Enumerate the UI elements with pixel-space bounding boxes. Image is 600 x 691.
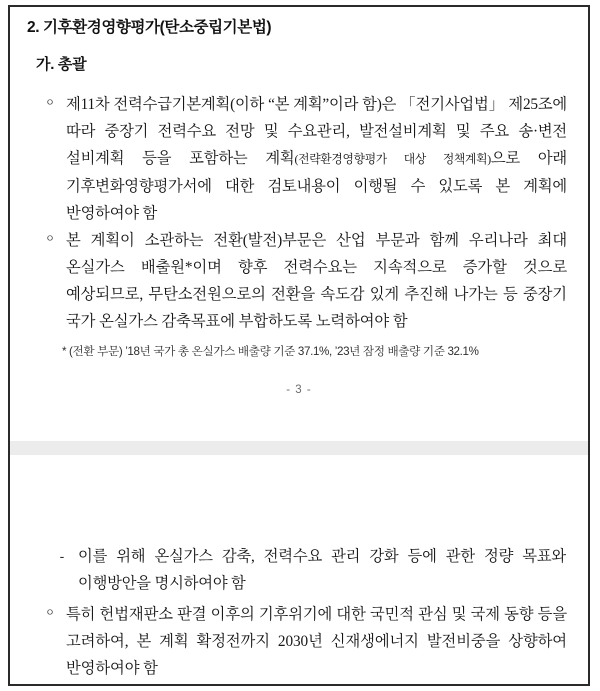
circle-bullet-icon: ㅇ <box>45 98 55 109</box>
page-separator <box>8 441 590 455</box>
paragraph-lead: 제11차 전력수급기본계획(이하 “본 계획”이라 함)은 「전기사업법」 제25조에 따라 중장기 전력수요 전망 및 수요관리, 발전설비계획 및 주요 송·변전 설비계획 등을 포함하는 계획 <box>66 96 567 167</box>
list-item-text: 특히 헌법재판소 판결 이후의 기후위기에 대한 국민적 관심 및 국제 동향 등을 고려하여, 본 계획 확정전까지 2030년 신재생에너지 발전비중을 상향하여 반영하여야 함 <box>66 606 567 677</box>
paragraph-inline-note: (전략환경영향평가 대상 정책계획) <box>294 152 491 166</box>
list-item <box>42 91 567 227</box>
list-item <box>42 227 567 335</box>
document-page-1 <box>8 5 590 441</box>
list-item-text: 본 계획이 소관하는 전환(발전)부문은 산업 부문과 함께 우리나라 최대 온실가스 배출원*이며 향후 전력수요는 지속적으로 증가할 것으로 예상되므로, 무탄소전원으로의 전환을 속도감 있게 추진해 나가는 등 중장기 국가 온실가스 감축목표에 부합하도록 노력하여야 함 <box>66 232 567 330</box>
list-item <box>54 543 566 597</box>
page-title: 2. 기후환경영향평가(탄소중립기본법) <box>27 19 272 36</box>
list-item <box>42 601 567 682</box>
page-number: - 3 - <box>286 384 312 396</box>
circle-bullet-icon: ㅇ <box>45 234 55 245</box>
dash-bullet-icon: - <box>59 548 65 564</box>
paragraph-tail: 으로 아래 기후변화영향평가서에 대한 검토내용이 이행될 수 있도록 본 계획에 반영하여야 함 <box>66 150 568 222</box>
document-page-2 <box>8 455 590 686</box>
footnote-text: * (전환 부문) ’18년 국가 총 온실가스 배출량 기준 37.1%, ’23년 잠정 배출량 기준 32.1% <box>62 345 479 358</box>
circle-bullet-icon: ㅇ <box>45 608 55 619</box>
section-subtitle: 가. 총괄 <box>36 56 87 73</box>
list-item-text: 이를 위해 온실가스 감축, 전력수요 관리 강화 등에 관한 정량 목표와 이행방안을 명시하여야 함 <box>78 548 566 592</box>
list-item-text <box>66 91 567 227</box>
